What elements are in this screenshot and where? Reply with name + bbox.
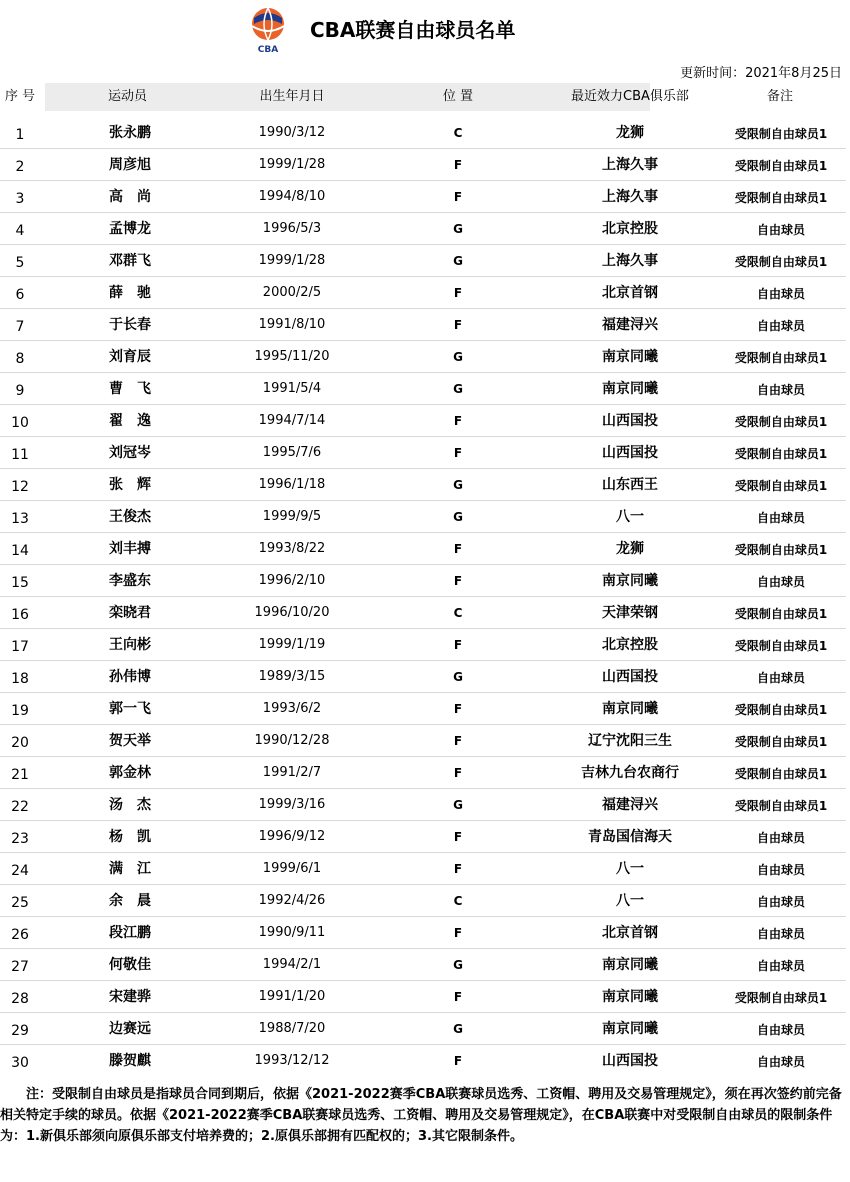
page-title: CBA联赛自由球员名单: [310, 18, 516, 42]
player-name: 郭金林: [109, 765, 151, 781]
table-row: [0, 1013, 846, 1045]
player-club: 龙狮: [616, 125, 644, 141]
player-birthdate: 1988/7/20: [258, 1021, 326, 1036]
table-row: [0, 981, 846, 1013]
player-club: 山西国投: [602, 669, 658, 685]
player-status: 受限制自由球员1: [734, 191, 828, 205]
table-row: [0, 757, 846, 789]
player-birthdate: 1989/3/15: [258, 669, 326, 684]
player-club: 南京同曦: [602, 381, 658, 397]
player-birthdate: 1999/1/28: [258, 253, 326, 268]
player-number: 3: [15, 191, 25, 207]
player-birthdate: 1993/8/22: [258, 541, 326, 556]
player-club: 上海久事: [602, 157, 658, 173]
player-club: 南京同曦: [602, 349, 658, 365]
player-birthdate: 1992/4/26: [258, 893, 326, 908]
player-birthdate: 1999/3/16: [258, 797, 326, 812]
col-header-pos: 位 置: [442, 89, 474, 104]
player-position: G: [453, 222, 463, 236]
player-number: 10: [11, 415, 29, 431]
player-name: 杨 凯: [109, 829, 151, 845]
table-row: [0, 149, 846, 181]
cba-logo: [248, 6, 288, 54]
table-row: [0, 917, 846, 949]
player-position: F: [453, 926, 463, 940]
player-birthdate: 1996/10/20: [254, 605, 330, 620]
player-number: 19: [11, 703, 29, 719]
col-header-no: 序 号: [4, 89, 36, 104]
player-position: F: [453, 862, 463, 876]
player-status: 自由球员: [756, 287, 805, 301]
player-club: 福建浔兴: [602, 317, 658, 333]
player-status: 受限制自由球员1: [734, 479, 828, 493]
player-number: 22: [11, 799, 29, 815]
player-name: 翟 逸: [109, 413, 151, 429]
player-position: F: [453, 318, 463, 332]
player-number: 8: [15, 351, 25, 367]
player-birthdate: 1996/1/18: [258, 477, 326, 492]
player-birthdate: 1994/2/1: [262, 957, 322, 972]
player-status: 自由球员: [756, 1055, 805, 1069]
player-number: 16: [11, 607, 29, 623]
player-name: 张永鹏: [109, 125, 151, 141]
player-club: 辽宁沈阳三生: [588, 733, 672, 749]
player-birthdate: 1990/12/28: [254, 733, 330, 748]
player-number: 11: [11, 447, 29, 463]
player-birthdate: 2000/2/5: [262, 285, 322, 300]
player-position: G: [453, 1022, 463, 1036]
player-number: 12: [11, 479, 29, 495]
table-row: [0, 789, 846, 821]
table-row: [0, 565, 846, 597]
player-status: 自由球员: [756, 319, 805, 333]
player-name: 刘育辰: [109, 349, 151, 365]
player-club: 北京控股: [602, 637, 658, 653]
player-birthdate: 1991/5/4: [262, 381, 322, 396]
player-birthdate: 1990/3/12: [258, 125, 326, 140]
player-status: 自由球员: [756, 959, 805, 973]
player-number: 20: [11, 735, 29, 751]
player-name: 汤 杰: [109, 797, 151, 813]
table-row: [0, 437, 846, 469]
table-row: [0, 373, 846, 405]
player-number: 29: [11, 1023, 29, 1039]
table-row: [0, 725, 846, 757]
player-position: F: [453, 702, 463, 716]
player-number: 9: [15, 383, 25, 399]
player-name: 薛 驰: [109, 285, 151, 301]
player-club: 南京同曦: [602, 957, 658, 973]
player-status: 自由球员: [756, 223, 805, 237]
player-status: 受限制自由球员1: [734, 543, 828, 557]
player-club: 山西国投: [602, 445, 658, 461]
table-row: [0, 117, 846, 149]
player-name: 李盛东: [109, 573, 151, 589]
player-name: 段江鹏: [109, 925, 151, 941]
table-row: [0, 309, 846, 341]
player-birthdate: 1996/2/10: [258, 573, 326, 588]
table-row: [0, 629, 846, 661]
player-status: 受限制自由球员1: [734, 255, 828, 269]
player-position: G: [453, 798, 463, 812]
player-name: 高 尚: [109, 189, 151, 205]
player-number: 5: [15, 255, 25, 271]
player-status: 自由球员: [756, 927, 805, 941]
player-number: 27: [11, 959, 29, 975]
player-number: 7: [15, 319, 25, 335]
table-row: [0, 405, 846, 437]
player-status: 受限制自由球员1: [734, 415, 828, 429]
player-number: 24: [11, 863, 29, 879]
table-row: [0, 853, 846, 885]
player-club: 北京首钢: [602, 925, 658, 941]
player-position: F: [453, 766, 463, 780]
table-row: [0, 277, 846, 309]
player-club: 八一: [616, 509, 644, 525]
player-position: C: [453, 894, 463, 908]
player-club: 八一: [616, 861, 644, 877]
table-row: [0, 949, 846, 981]
player-birthdate: 1999/1/28: [258, 157, 326, 172]
player-birthdate: 1993/12/12: [254, 1053, 330, 1068]
player-status: 受限制自由球员1: [734, 639, 828, 653]
table-row: [0, 469, 846, 501]
player-name: 余 晨: [109, 893, 151, 909]
player-name: 刘冠岑: [109, 445, 151, 461]
player-name: 何敬佳: [109, 957, 151, 973]
player-birthdate: 1993/6/2: [262, 701, 322, 716]
table-header: [0, 83, 850, 111]
player-name: 王向彬: [109, 637, 151, 653]
player-number: 15: [11, 575, 29, 591]
player-status: 受限制自由球员1: [734, 799, 828, 813]
player-name: 边赛远: [109, 1021, 151, 1037]
player-club: 北京控股: [602, 221, 658, 237]
player-number: 25: [11, 895, 29, 911]
player-number: 14: [11, 543, 29, 559]
player-name: 滕贺麒: [109, 1053, 151, 1069]
player-position: F: [453, 734, 463, 748]
table-row: [0, 885, 846, 917]
col-header-name: 运动员: [45, 83, 210, 111]
player-position: G: [453, 350, 463, 364]
player-name: 邓群飞: [109, 253, 151, 269]
player-birthdate: 1991/1/20: [258, 989, 326, 1004]
player-status: 受限制自由球员1: [734, 703, 828, 717]
player-club: 上海久事: [602, 189, 658, 205]
player-birthdate: 1999/9/5: [262, 509, 322, 524]
player-position: G: [453, 478, 463, 492]
player-club: 山西国投: [602, 1053, 658, 1069]
col-header-note: 备注: [766, 89, 793, 104]
player-number: 1: [15, 127, 25, 143]
player-position: F: [453, 158, 463, 172]
player-number: 23: [11, 831, 29, 847]
player-birthdate: 1991/8/10: [258, 317, 326, 332]
player-number: 2: [15, 159, 25, 175]
player-table: [0, 117, 846, 1077]
player-birthdate: 1991/2/7: [262, 765, 322, 780]
player-name: 王俊杰: [109, 509, 151, 525]
player-position: F: [453, 414, 463, 428]
player-position: G: [453, 958, 463, 972]
player-club: 福建浔兴: [602, 797, 658, 813]
player-name: 郭一飞: [109, 701, 151, 717]
player-status: 受限制自由球员1: [734, 351, 828, 365]
player-name: 孟博龙: [109, 221, 151, 237]
player-position: F: [453, 1054, 463, 1068]
player-status: 受限制自由球员1: [734, 159, 828, 173]
player-status: 自由球员: [756, 671, 805, 685]
player-status: 自由球员: [756, 383, 805, 397]
player-number: 26: [11, 927, 29, 943]
player-status: 自由球员: [756, 831, 805, 845]
player-club: 山西国投: [602, 413, 658, 429]
player-position: G: [453, 382, 463, 396]
table-row: [0, 693, 846, 725]
svg-text:CBA: CBA: [257, 45, 279, 54]
player-number: 17: [11, 639, 29, 655]
player-number: 21: [11, 767, 29, 783]
player-name: 宋建骅: [109, 989, 151, 1005]
player-name: 张 辉: [109, 477, 151, 493]
player-position: F: [453, 990, 463, 1004]
table-row: [0, 1045, 846, 1077]
player-club: 北京首钢: [602, 285, 658, 301]
player-number: 13: [11, 511, 29, 527]
table-row: [0, 181, 846, 213]
player-club: 上海久事: [602, 253, 658, 269]
update-time: 更新时间：2021年8月25日: [680, 66, 842, 81]
player-status: 受限制自由球员1: [734, 767, 828, 781]
footnote: 注：受限制自由球员是指球员合同到期后，依据《2021-2022赛季CBA联赛球员选秀、工资帽、聘用及交易管理规定》，须在再次签约前完备相关特定手续的球员。依据《2021-2022赛季CBA联赛球员选秀、工资帽、聘用及交易管理规定》，在CBA联赛中对受限制自由球员的限制条件为：1.新俱乐部须向原俱乐部支付培养费的；2.原俱乐部拥有匹配权的；3.其它限制条件。: [0, 1087, 842, 1144]
player-birthdate: 1994/8/10: [258, 189, 326, 204]
player-number: 18: [11, 671, 29, 687]
player-status: 自由球员: [756, 511, 805, 525]
player-name: 栾晓君: [109, 605, 151, 621]
player-status: 受限制自由球员1: [734, 735, 828, 749]
player-status: 受限制自由球员1: [734, 991, 828, 1005]
player-position: C: [453, 126, 463, 140]
player-name: 孙伟博: [109, 669, 151, 685]
col-header-birth: 出生年月日: [259, 89, 325, 104]
player-position: G: [453, 510, 463, 524]
player-position: F: [453, 574, 463, 588]
col-header-club: 最近效力CBA俱乐部: [571, 89, 689, 104]
player-number: 4: [15, 223, 25, 239]
player-number: 28: [11, 991, 29, 1007]
table-row: [0, 597, 846, 629]
player-club: 山东西王: [602, 477, 658, 493]
player-birthdate: 1999/1/19: [258, 637, 326, 652]
table-row: [0, 245, 846, 277]
player-birthdate: 1990/9/11: [258, 925, 326, 940]
player-status: 自由球员: [756, 863, 805, 877]
table-row: [0, 821, 846, 853]
player-birthdate: 1995/7/6: [262, 445, 322, 460]
player-name: 周彦旭: [109, 157, 151, 173]
player-number: 6: [15, 287, 25, 303]
player-name: 刘丰搏: [109, 541, 151, 557]
player-number: 30: [11, 1055, 29, 1071]
player-club: 南京同曦: [602, 573, 658, 589]
player-position: F: [453, 830, 463, 844]
table-row: [0, 213, 846, 245]
player-birthdate: 1996/9/12: [258, 829, 326, 844]
player-name: 贺天举: [109, 733, 151, 749]
player-position: F: [453, 190, 463, 204]
player-club: 南京同曦: [602, 1021, 658, 1037]
player-status: 自由球员: [756, 895, 805, 909]
player-position: G: [453, 670, 463, 684]
player-position: F: [453, 542, 463, 556]
player-status: 自由球员: [756, 1023, 805, 1037]
player-club: 南京同曦: [602, 989, 658, 1005]
player-name: 于长春: [109, 317, 151, 333]
player-status: 自由球员: [756, 575, 805, 589]
player-position: F: [453, 446, 463, 460]
player-position: G: [453, 254, 463, 268]
player-birthdate: 1996/5/3: [262, 221, 322, 236]
table-row: [0, 501, 846, 533]
table-row: [0, 661, 846, 693]
table-row: [0, 533, 846, 565]
player-name: 曹 飞: [109, 381, 151, 397]
player-position: C: [453, 606, 463, 620]
table-row: [0, 341, 846, 373]
player-position: F: [453, 286, 463, 300]
player-birthdate: 1994/7/14: [258, 413, 326, 428]
player-status: 受限制自由球员1: [734, 127, 828, 141]
player-position: F: [453, 638, 463, 652]
player-birthdate: 1999/6/1: [262, 861, 322, 876]
player-club: 吉林九台农商行: [581, 765, 679, 781]
player-status: 受限制自由球员1: [734, 447, 828, 461]
player-club: 天津荣钢: [602, 605, 658, 621]
player-name: 满 江: [109, 861, 151, 877]
player-birthdate: 1995/11/20: [254, 349, 330, 364]
player-club: 青岛国信海天: [588, 829, 672, 845]
player-club: 八一: [616, 893, 644, 909]
player-club: 南京同曦: [602, 701, 658, 717]
player-status: 受限制自由球员1: [734, 607, 828, 621]
player-club: 龙狮: [616, 541, 644, 557]
